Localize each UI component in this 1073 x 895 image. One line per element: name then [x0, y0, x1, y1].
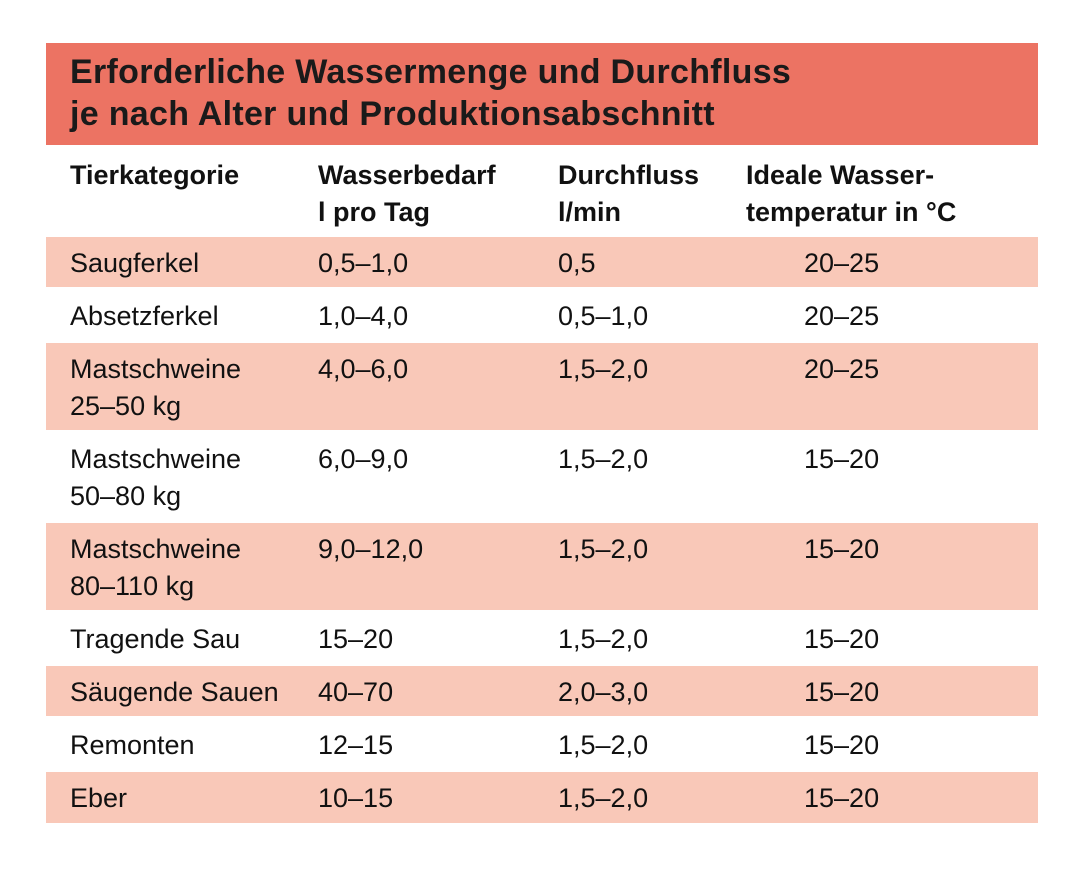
cell-flow-rate: 1,5–2,0: [558, 341, 746, 431]
table-row: [46, 341, 1038, 431]
cell-water-temperature: 15–20: [746, 664, 1038, 717]
cell-category: [46, 770, 318, 823]
table-title: [46, 43, 1038, 145]
cell-water-demand: 9,0–12,0: [318, 521, 558, 611]
cell-flow-rate: 0,5: [558, 235, 746, 288]
category-line-1: Tragende Sau: [70, 623, 241, 654]
category-line-1: Mastschweine: [70, 443, 242, 474]
cell-category: [46, 235, 318, 288]
cell-category: [46, 664, 318, 717]
cell-water-demand: 1,0–4,0: [318, 288, 558, 341]
header-water-temperature-line-1: Ideale Wasser-: [746, 160, 935, 190]
table-header: [46, 145, 1038, 235]
category-line-1: Absetzferkel: [70, 300, 219, 331]
header-water-demand: [318, 145, 558, 235]
cell-flow-rate: 1,5–2,0: [558, 717, 746, 770]
category-line-1: Mastschweine: [70, 533, 242, 564]
cell-category: [46, 521, 318, 611]
cell-water-temperature: 15–20: [746, 521, 1038, 611]
category-line-1: Säugende Sauen: [70, 676, 279, 707]
category-line-1: Saugferkel: [70, 247, 200, 278]
cell-flow-rate: 1,5–2,0: [558, 521, 746, 611]
cell-category: [46, 431, 318, 521]
category-line-1: Mastschweine: [70, 353, 242, 384]
category-line-2: 25–50 kg: [70, 390, 182, 421]
table-row: [46, 521, 1038, 611]
cell-water-temperature: 15–20: [746, 431, 1038, 521]
cell-water-temperature: 20–25: [746, 235, 1038, 288]
cell-flow-rate: 1,5–2,0: [558, 611, 746, 664]
cell-water-demand: 6,0–9,0: [318, 431, 558, 521]
table-row: [46, 431, 1038, 521]
cell-flow-rate: 1,5–2,0: [558, 770, 746, 823]
cell-water-temperature: 15–20: [746, 717, 1038, 770]
cell-flow-rate: 1,5–2,0: [558, 431, 746, 521]
table-body: [46, 235, 1038, 823]
cell-water-demand: 40–70: [318, 664, 558, 717]
cell-water-temperature: 15–20: [746, 611, 1038, 664]
water-requirement-table-card: [46, 43, 1038, 823]
cell-category: [46, 341, 318, 431]
header-flow-rate: [558, 145, 746, 235]
cell-water-temperature: 15–20: [746, 770, 1038, 823]
cell-category: [46, 611, 318, 664]
cell-water-temperature: 20–25: [746, 288, 1038, 341]
table-row: [46, 770, 1038, 823]
category-line-1: Eber: [70, 782, 128, 813]
cell-category: [46, 288, 318, 341]
header-animal-category: [46, 145, 318, 235]
cell-water-demand: 0,5–1,0: [318, 235, 558, 288]
header-water-temperature-line-2: temperatur in °C: [746, 197, 957, 227]
table-row: [46, 664, 1038, 717]
header-flow-rate-line-1: Durchfluss: [558, 160, 700, 190]
header-row: [46, 145, 1038, 235]
cell-water-demand: 15–20: [318, 611, 558, 664]
cell-water-demand: 12–15: [318, 717, 558, 770]
table-row: [46, 235, 1038, 288]
category-line-2: 50–80 kg: [70, 480, 182, 511]
header-water-demand-line-2: l pro Tag: [318, 197, 430, 227]
table-title-line-1: Erforderliche Wassermenge und Durchfluss: [70, 53, 792, 91]
cell-water-demand: 4,0–6,0: [318, 341, 558, 431]
category-line-2: 80–110 kg: [70, 570, 195, 601]
cell-water-demand: 10–15: [318, 770, 558, 823]
header-animal-category-line-1: Tierkategorie: [70, 160, 240, 190]
table-row: [46, 717, 1038, 770]
cell-flow-rate: 0,5–1,0: [558, 288, 746, 341]
header-flow-rate-line-2: l/min: [558, 197, 622, 227]
table-row: [46, 288, 1038, 341]
cell-water-temperature: 20–25: [746, 341, 1038, 431]
header-water-demand-line-1: Wasserbedarf: [318, 160, 496, 190]
table-row: [46, 611, 1038, 664]
header-water-temperature: [746, 145, 1038, 235]
water-requirement-table: [46, 145, 1038, 823]
cell-category: [46, 717, 318, 770]
cell-flow-rate: 2,0–3,0: [558, 664, 746, 717]
category-line-1: Remonten: [70, 729, 195, 760]
table-title-line-2: je nach Alter und Produktionsabschnitt: [70, 95, 715, 133]
